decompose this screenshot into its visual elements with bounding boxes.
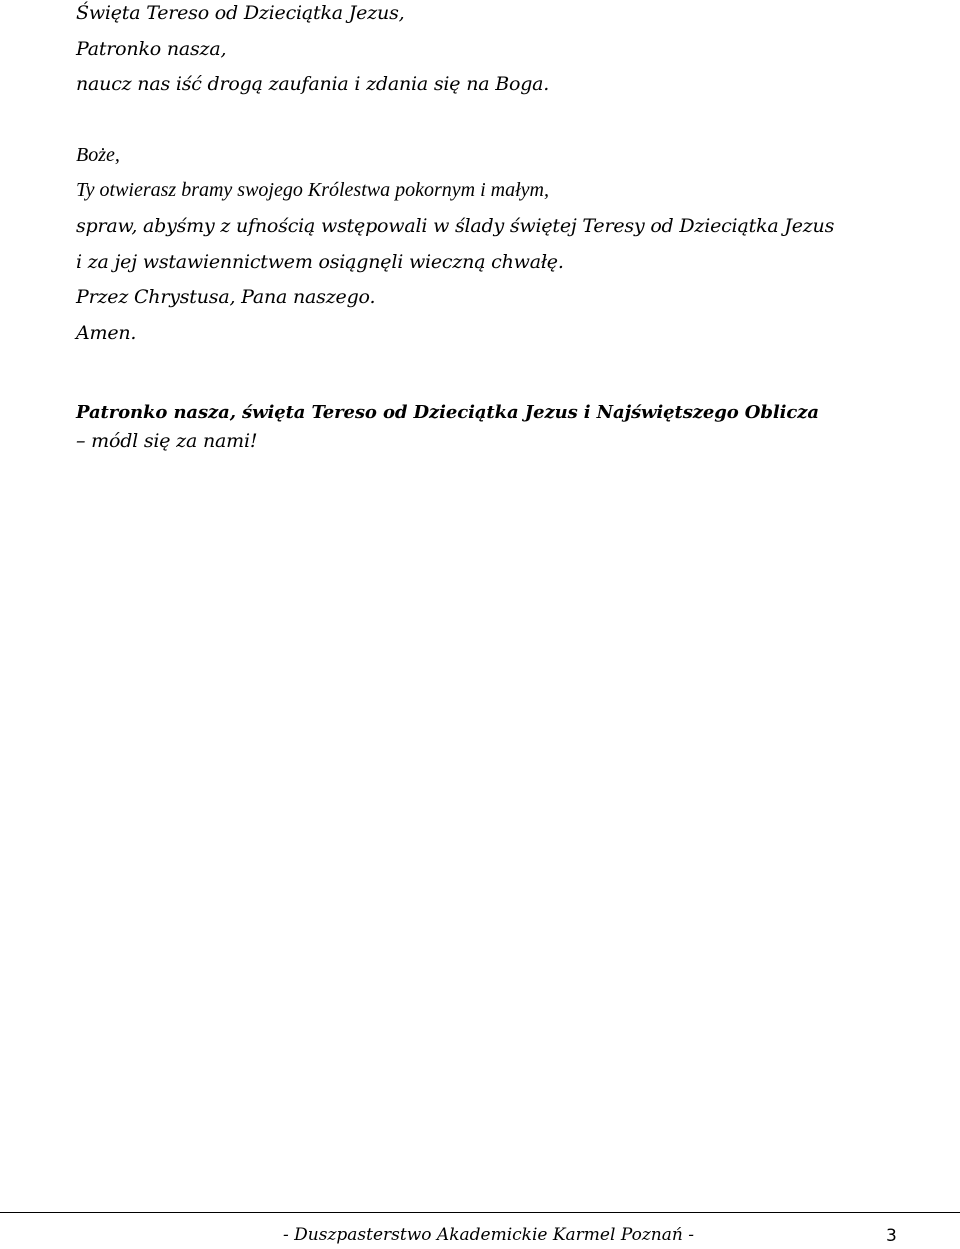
prayer-line-6: Amen. bbox=[76, 322, 137, 344]
footer-text: - Duszpasterstwo Akademickie Karmel Poznań - bbox=[283, 1225, 694, 1245]
footer-divider bbox=[0, 1212, 960, 1213]
prayer-line-3: spraw, abyśmy z ufnością wstępowali w ślady świętej Teresy od Dzieciątka Jezus bbox=[76, 215, 835, 237]
prayer-line-1: Boże, bbox=[76, 144, 120, 166]
prayer-line-2: Ty otwierasz bramy swojego Królestwa pokornym i małym, bbox=[76, 179, 549, 201]
intro-line-2: Patronko nasza, bbox=[76, 38, 227, 60]
intro-line-1: Święta Tereso od Dzieciątka Jezus, bbox=[76, 2, 405, 24]
invocation-line-2: – módl się za nami! bbox=[76, 430, 258, 452]
invocation-line-1: Patronko nasza, święta Tereso od Dzieciątka Jezus i Najświętszego Oblicza bbox=[76, 402, 819, 423]
page-number: 3 bbox=[886, 1226, 897, 1246]
intro-line-3: naucz nas iść drogą zaufania i zdania się na Boga. bbox=[76, 73, 550, 95]
prayer-line-4: i za jej wstawiennictwem osiągnęli wieczną chwałę. bbox=[76, 251, 564, 273]
prayer-line-5: Przez Chrystusa, Pana naszego. bbox=[76, 286, 376, 308]
